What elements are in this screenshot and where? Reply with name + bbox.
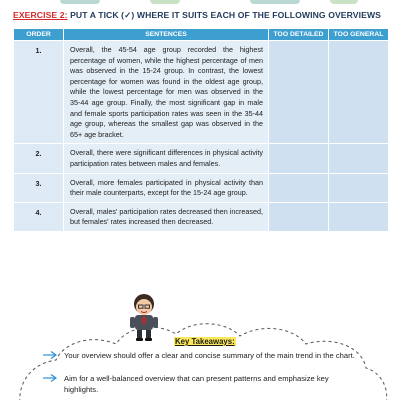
row-order: 3. [14,173,64,202]
too-general-cell[interactable] [329,202,389,231]
exercise-label: EXERCISE 2: [13,10,68,20]
table-row [14,173,389,202]
header-order: ORDER [14,29,64,41]
row-sentence: Overall, the 45-54 age group recorded the highest percentage of women, while the highest percentage of men was observed in the 15-24 group. In contrast, the lowest percentage for women was found in the oldest age group, while the lowest percentage for men was observed in the 35-44 age group. Finally, the most significant gap in male and female sports participation rates was seen in the 35-44 age group, whereas the smallest gap was observed in the 65+ age bracket. [64,41,269,144]
takeaway-text: Aim for a well-balanced overview that can present patterns and emphasize key highlights. [64,374,329,395]
too-detailed-cell[interactable] [269,41,329,144]
takeaway-item [64,350,364,361]
key-takeaways-title: Key Takeaways: [175,337,235,346]
row-order: 2. [14,144,64,173]
overview-table [13,28,389,232]
table-row [14,41,389,144]
too-detailed-cell[interactable] [269,202,329,231]
too-detailed-cell[interactable] [269,173,329,202]
too-general-cell[interactable] [329,41,389,144]
row-order: 4. [14,202,64,231]
header-too-general: TOO GENERAL [329,29,389,41]
too-general-cell[interactable] [329,173,389,202]
top-decoration [0,0,400,6]
exercise-title [13,10,393,21]
row-sentence: Overall, more females participated in physical activity than their male counterparts, except for the 15-24 age group. [64,173,269,202]
table-row [14,202,389,231]
too-detailed-cell[interactable] [269,144,329,173]
takeaway-text: Your overview should offer a clear and concise summary of the main trend in the chart. [64,351,355,360]
table-header-row [14,29,389,41]
row-order: 1. [14,41,64,144]
arrow-right-icon [42,350,58,360]
header-too-detailed: TOO DETAILED [269,29,329,41]
too-general-cell[interactable] [329,144,389,173]
table-row [14,144,389,173]
row-sentence: Overall, males' participation rates decreased then increased, but females' rates increased then decreased. [64,202,269,231]
teacher-mascot-icon [126,292,162,342]
exercise-instruction: PUT A TICK (✓) WHERE IT SUITS EACH OF THE FOLLOWING OVERVIEWS [70,10,381,20]
row-sentence: Overall, there were significant differences in physical activity participation rates between males and females. [64,144,269,173]
takeaway-item [64,373,364,396]
arrow-right-icon [42,373,58,383]
header-sentences: SENTENCES [64,29,269,41]
